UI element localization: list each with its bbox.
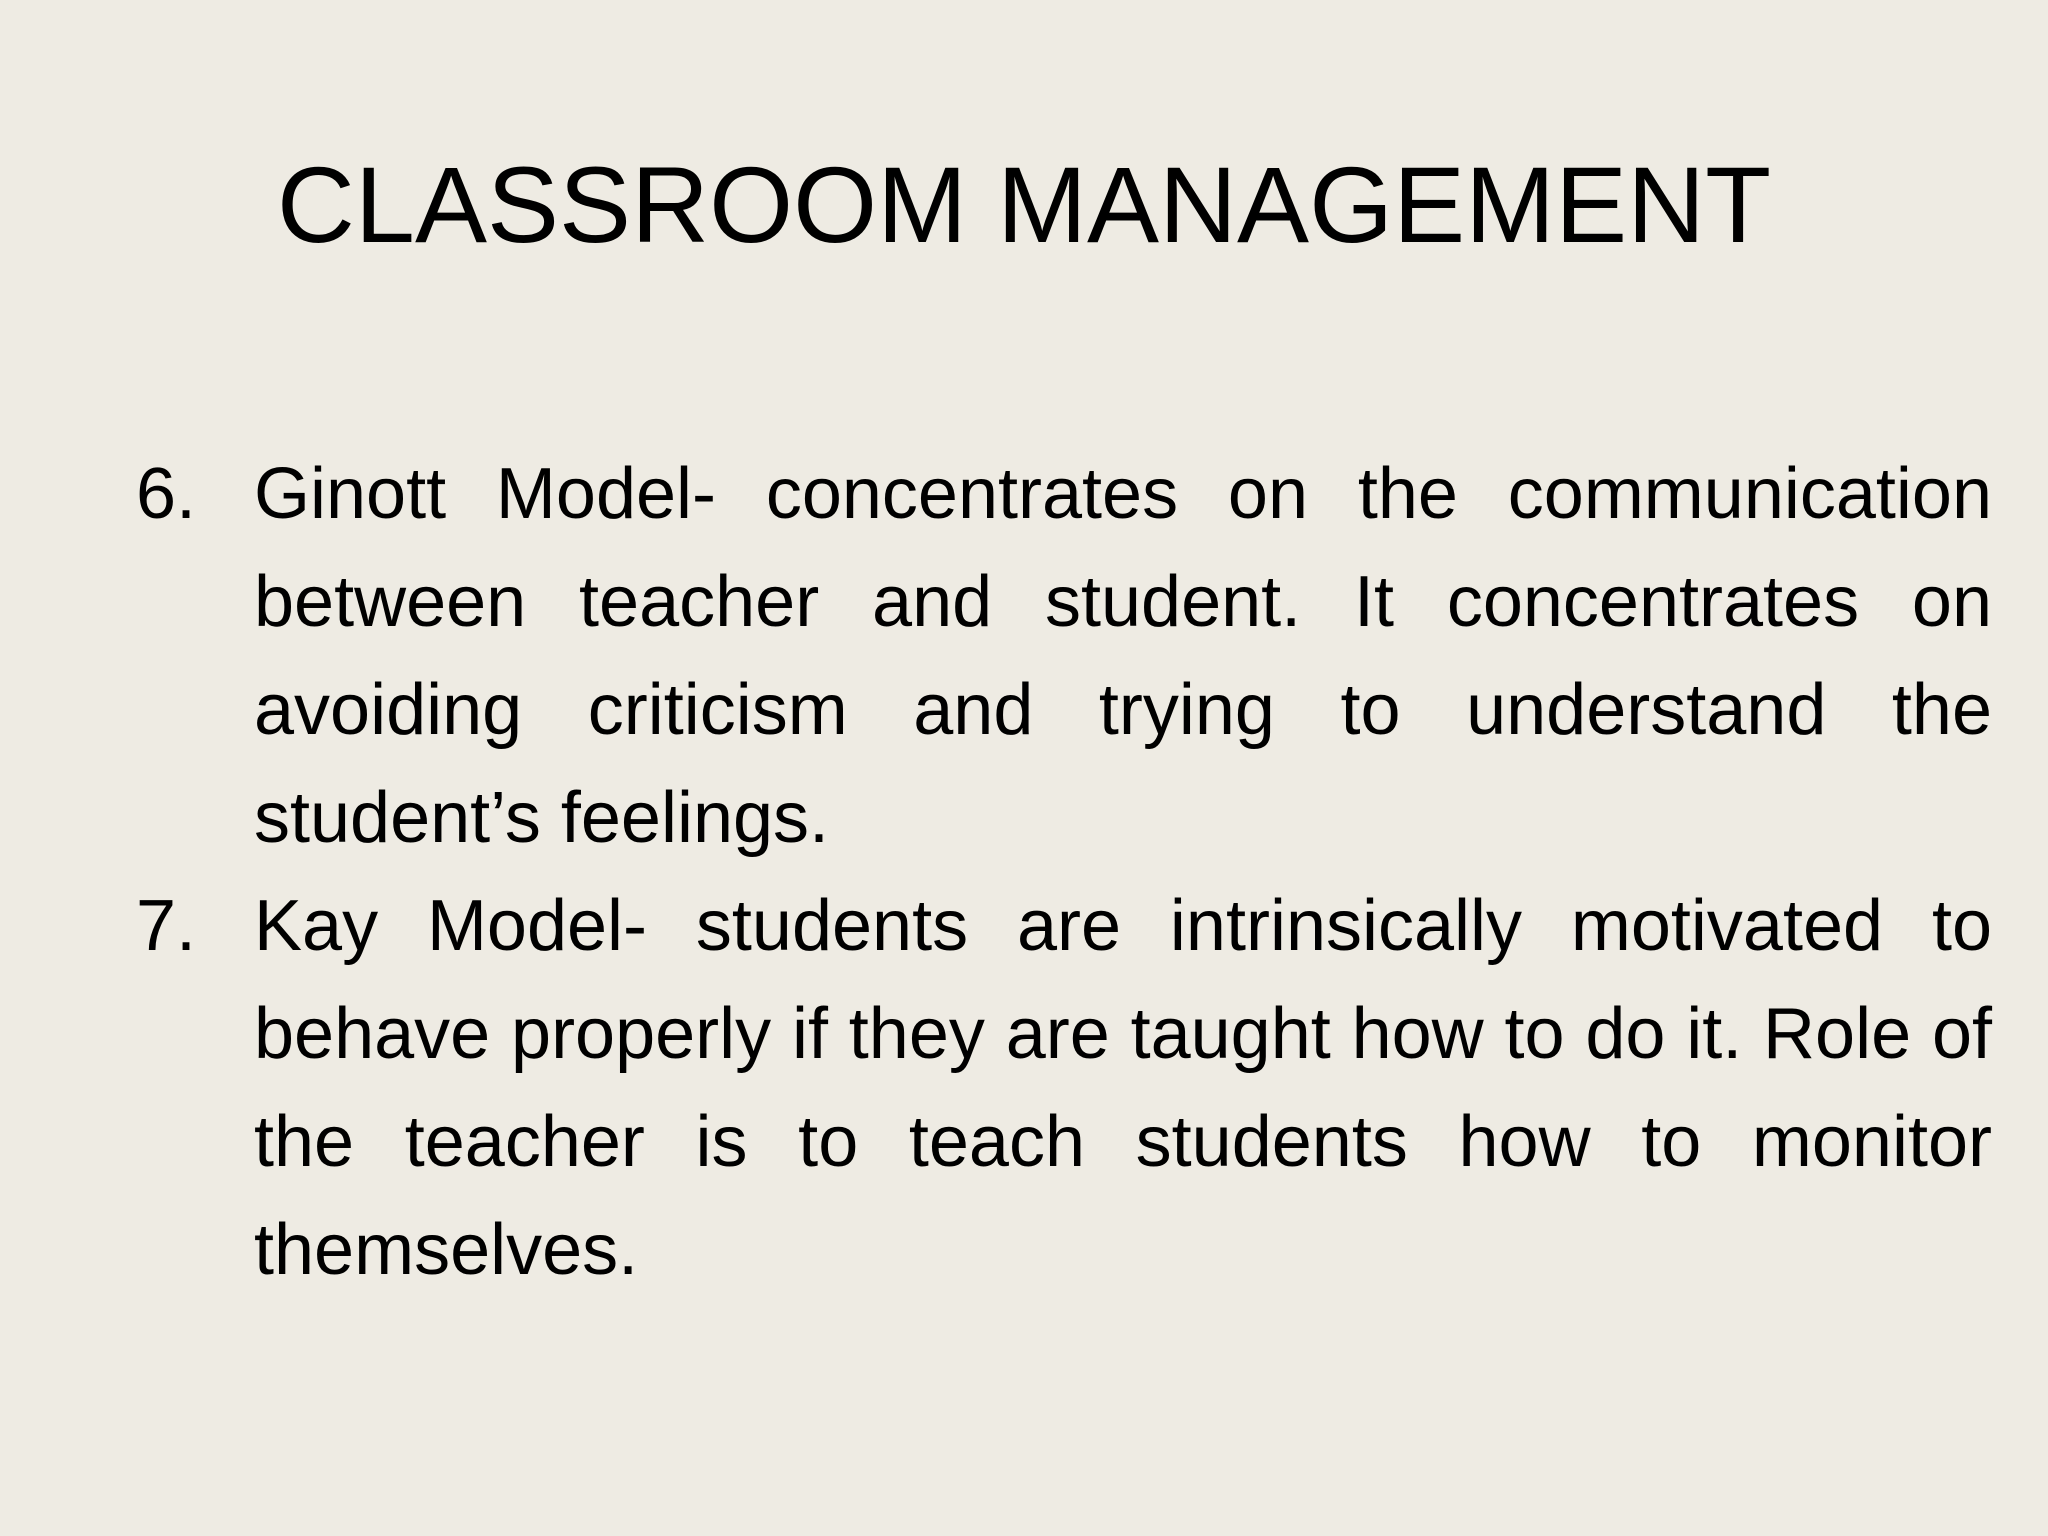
list-item bbox=[136, 440, 1992, 872]
slide-title: CLASSROOM MANAGEMENT bbox=[276, 144, 1772, 265]
list-item bbox=[136, 872, 1992, 1304]
list-item-text: Kay Model- students are intrinsically motivated to behave properly if they are taught how to do it. Role of the teacher is to teach students how to monitor themselves. bbox=[254, 886, 1992, 1290]
list-item-text: Ginott Model- concentrates on the communication between teacher and student. It concentrates on avoiding criticism and trying to understand the student’s feelings. bbox=[254, 454, 1992, 858]
bullet-list bbox=[136, 440, 1992, 1304]
list-item-number: 6. bbox=[136, 454, 197, 534]
list-item-number: 7. bbox=[136, 886, 197, 966]
